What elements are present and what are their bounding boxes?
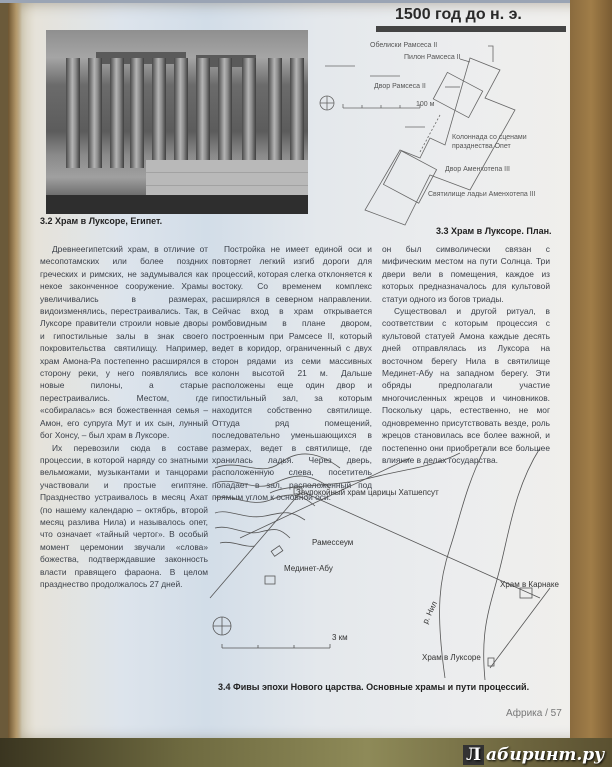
plan-court-ramses <box>433 72 482 117</box>
ramesseum-marker <box>271 546 283 557</box>
labirint-watermark <box>463 745 604 765</box>
leader-pylon <box>460 59 470 62</box>
luxor-temple-photo <box>46 30 308 214</box>
paragraph: Постройка не имеет единой оси и повторяет легкий изгиб дороги для процессий, которая слегка отклоняется к востоку. Со временем комплекс расширялся в северном направлении. Сейчас вход в храм открывается ромбовидным в плане двором, построенным при Рамсесе II, который ведет в коридор, ограниченный с двух сторон рядами из семи массивных колонн высотой 21 м. Дальше расположены еще один двор и гипостильный зал, за которым находится собственно святилище. Оттуда ряд помещений, последовательно уменьшающихся в размерах, ведет в святилище, где хранилась ладья. Через дверь, расположенную слева, посетитель попадает в зал, расположенный под прямым углом к основной оси: <box>212 244 372 503</box>
map-label-medinet-habu: Мединет-Абу <box>284 564 333 573</box>
plan-label-court-ramses: Двор Рамсеса II <box>374 83 426 90</box>
map-label-hatshepsut: Заупокойный храм царицы Хатшепсут <box>296 488 439 497</box>
plan-label-sanctuary: Святилище ладьи Аменхотепа III <box>428 191 536 198</box>
text-column-1 <box>40 243 208 590</box>
contour-line <box>270 453 460 493</box>
contour-line <box>215 454 340 469</box>
nile-east-bank <box>484 448 540 680</box>
column <box>174 58 188 168</box>
watermark-logo-letter: Л <box>463 745 484 765</box>
plan-label-scale: 100 м <box>416 101 435 108</box>
map-label-luxor: Храм в Луксоре <box>422 653 481 662</box>
contour-line <box>215 512 305 520</box>
contour-line <box>220 542 255 546</box>
thebes-map <box>210 448 570 680</box>
plan-label-court-amenhotep: Двор Аменхотепа III <box>445 166 510 173</box>
column <box>268 58 282 168</box>
plan-label-colonnade-1: Колоннада со сценами <box>452 134 527 141</box>
processional-route <box>210 493 300 598</box>
running-head-rule <box>376 26 566 32</box>
map-label-scale: 3 км <box>332 633 348 642</box>
plan-label-obelisks: Обелиски Рамсеса II <box>370 42 438 49</box>
ground <box>46 195 308 214</box>
book-gutter <box>8 3 22 741</box>
paragraph: он был символически связан с мифическим местом на пути Солнца. Три двери вели в помещения, каждое из которых предназначалось для культовой статуи одного из богов триады. <box>382 244 550 304</box>
map-label-ramesseum: Рамессеум <box>312 538 354 547</box>
watermark-text: абиринт.ру <box>486 745 605 765</box>
processional-route <box>240 458 410 538</box>
column <box>242 58 256 168</box>
column <box>152 58 166 168</box>
map-label-nile: р. Нил <box>420 599 440 626</box>
plan-label-colonnade-2: празднества Опет <box>452 143 511 150</box>
plan-label-pylon: Пилон Рамсеса II <box>404 54 461 61</box>
caption-fig-3-4: 3.4 Фивы эпохи Нового царства. Основные храмы и пути процессий. <box>218 682 530 692</box>
desk-surface-right <box>570 0 612 740</box>
column <box>196 58 210 168</box>
column <box>66 58 80 168</box>
contour-line <box>215 527 290 538</box>
column <box>290 58 304 168</box>
column <box>110 58 124 168</box>
text-column-3 <box>382 243 550 466</box>
paragraph: Древнеегипетский храм, в отличие от месопотамских или более поздних греческих и римских, не задумывался как некое законченное сооружение. Храмы увеличивались в размерах, видоизменялись, перестраивались. Так, в Луксоре правители строили новые дворы и гипостильные залы в знак своего покровительства святилищу. Например, храм Амона-Ра постепенно расширялся в сторону реки, у него появлялись все новые пилоны, а старые перестраивались. Местом, где «собиралась» вся божественная семья – Амон, его супруга Мут и их сын, лунный бог Хонсу, – был храм в Луксоре. <box>40 244 208 441</box>
column <box>88 58 102 168</box>
map-label-karnak: Храм в Карнаке <box>500 580 559 589</box>
column <box>218 58 232 168</box>
processional-route <box>490 588 550 668</box>
leader-obelisks <box>488 46 493 62</box>
page-folio: Африка / 57 <box>506 708 562 719</box>
paragraph: Их перевозили сюда в составе процессии, в которой наряду со знатными вельможами, музыкантами и танцорами участвовали и простые египтяне. Празднество устраивалось в месяц Ахат (по нашему календарю – октябрь, второй месяц разлива Нила) и называлось опет, что означает «тайный чертог». В особый момент церемонии звучали «слова» божества, подтверждавшие законность власти правящего фараона. В целом празднество продолжалось 27 дней. <box>40 442 208 589</box>
caption-fig-3-3: 3.3 Храм в Луксоре. План. <box>436 226 552 236</box>
paragraph: Существовал и другой ритуал, в соответствии с которым процессия с культовой статуей Амона каждые десять дней отправлялась из Луксора на восточном берегу Нила в святилище Мединет-Абу на западном берегу. Эти обряды предполагали участие многочисленных жрецов и чиновников. Поскольку царь, естественно, не мог одновременно присутствовать везде, роль жрецов становилась все более важной, и постепенно они приобретали все большее влияние в делах государства. <box>382 306 550 465</box>
plan-colonnade <box>420 115 440 152</box>
contour-line <box>215 476 330 488</box>
luxor-marker <box>488 658 494 666</box>
running-head: 1500 год до н. э. <box>395 6 522 23</box>
medinet-habu-marker <box>265 576 275 584</box>
caption-fig-3-2: 3.2 Храм в Луксоре, Египет. <box>40 216 163 226</box>
column <box>130 58 144 168</box>
